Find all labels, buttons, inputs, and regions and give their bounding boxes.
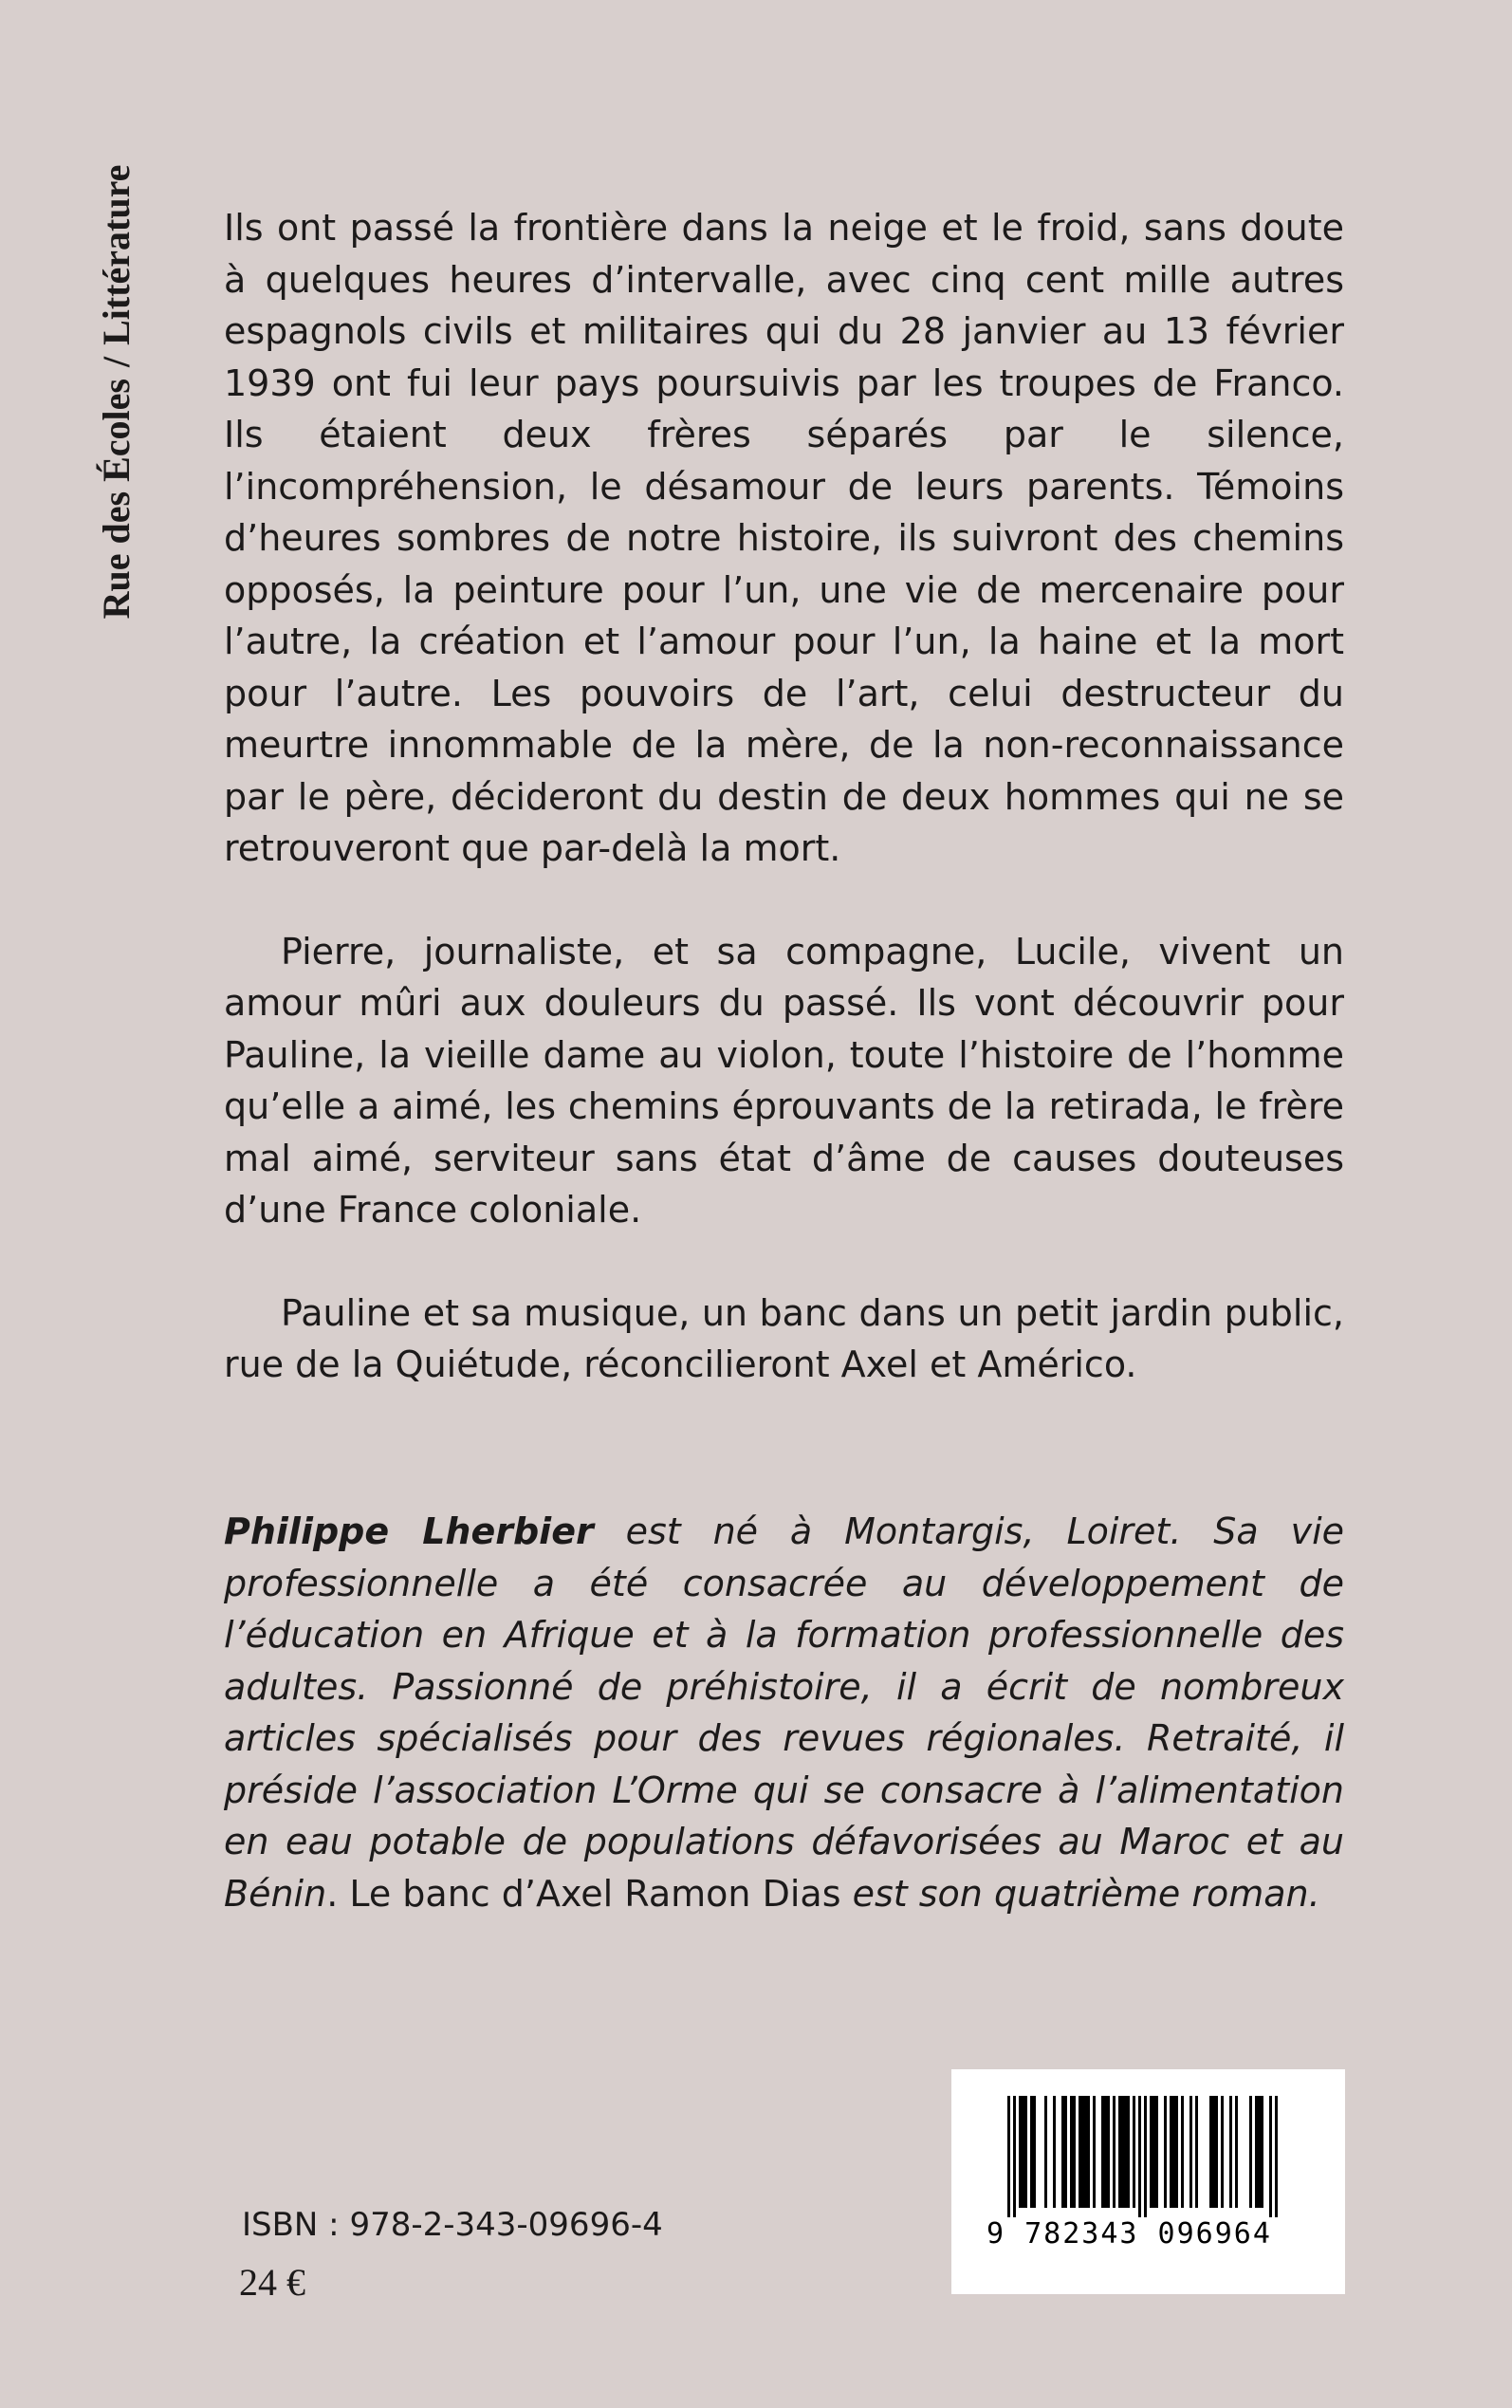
summary-paragraph-2: Pierre, journaliste, et sa compagne, Lucile, vivent un amour mûri aux douleurs du passé. Ils vont découvrir pour Pauline, la vieille dame au violon, toute l’histoire de l’homme qu’elle a aimé, les chemins éprouvants de la retirada, le frère mal aimé, serviteur sans état d’âme de causes douteuses d’une France coloniale. — [224, 930, 1344, 1231]
summary-paragraph-1: Ils ont passé la frontière dans la neige et le froid, sans doute à quelques heures d’intervalle, avec cinq cent mille autres espagnols civils et militaires qui du 28 janvier au 13 février 1939 ont fui leur pays poursuivis par les troupes de Franco. Ils étaient deux frères séparés par le silence, l’incompréhension, le désamour de leurs parents. Témoins d’heures sombres de notre histoire, ils suivront des chemins opposés, la peinture pour l’un, une vie de mercenaire pour l’autre, la création et l’amour pour l’un, la haine et la mort pour l’autre. Les pouvoirs de l’art, celui destructeur du meurtre innommable de la mère, de la non-reconnaissance par le père, décideront du destin de deux hommes qui ne se retrouveront que par-delà la mort. — [224, 207, 1344, 869]
barcode-bar — [1261, 2096, 1263, 2208]
author-bio — [224, 1506, 1344, 1919]
spine-title — [93, 112, 140, 672]
barcode-bar — [1175, 2096, 1178, 2208]
barcode-bar — [1101, 2096, 1104, 2208]
barcode-bar — [1073, 2096, 1076, 2208]
barcode-bar — [1044, 2096, 1047, 2208]
barcode-bar — [1258, 2096, 1261, 2208]
barcode-bar — [1215, 2096, 1218, 2208]
barcode-bar — [1118, 2096, 1121, 2208]
barcode-bar — [1255, 2096, 1258, 2208]
barcode-bar — [1133, 2096, 1135, 2208]
barcode-bar — [1064, 2096, 1067, 2208]
barcode-bar — [1033, 2096, 1036, 2208]
price: 24 € — [239, 2261, 305, 2304]
barcode-bar — [1189, 2096, 1192, 2208]
barcode-bar — [1229, 2096, 1232, 2208]
series-name: Rue des Écoles — [95, 379, 138, 620]
barcode-bar — [1144, 2096, 1147, 2217]
barcode-bar — [1181, 2096, 1184, 2208]
barcode-bar — [1084, 2096, 1087, 2208]
author-bio-text: est né à Montargis, Loiret. Sa vie professionnelle a été consacrée au développement de l’éducation en Afrique et à la formation professionnelle des adultes. Passionné de préhistoire, il a écrit de nombreux articles spécialisés pour des revues régionales. Retraité, il préside l’association L’Orme qui se consacre à l’alimentation en eau potable de populations défavorisées au Maroc et au Bénin — [224, 1510, 1345, 1915]
category-name: Littérature — [95, 164, 138, 345]
barcode-bar — [1053, 2096, 1056, 2208]
barcode-bar — [1269, 2096, 1272, 2217]
barcode-bar — [1081, 2096, 1084, 2208]
barcode-bar — [1019, 2096, 1022, 2208]
barcode-bar — [1212, 2096, 1215, 2208]
barcode-bar — [1093, 2096, 1096, 2208]
barcode — [951, 2069, 1345, 2294]
barcode-bar — [1121, 2096, 1124, 2208]
barcode-bar — [1013, 2096, 1016, 2217]
book-title-mention: . Le banc d’Axel Ramon Dias — [326, 1872, 841, 1915]
barcode-bar — [1150, 2096, 1152, 2208]
barcode-bar — [1170, 2096, 1172, 2208]
barcode-bar — [1195, 2096, 1198, 2208]
author-name: Philippe Lherbier — [224, 1510, 594, 1552]
barcode-bar — [1172, 2096, 1175, 2208]
barcode-bar — [1087, 2096, 1090, 2208]
barcode-bar — [1022, 2096, 1024, 2208]
barcode-bar — [1221, 2096, 1224, 2208]
barcode-bar — [1209, 2096, 1212, 2208]
barcode-bar — [1124, 2096, 1127, 2208]
barcode-bar — [1138, 2096, 1141, 2217]
summary-paragraph-3: Pauline et sa musique, un banc dans un petit jardin public, rue de la Quiétude, réconcilieront Axel et Américo. — [224, 1291, 1344, 1385]
barcode-bar — [1152, 2096, 1155, 2208]
barcode-bar — [1024, 2096, 1027, 2208]
barcode-bar — [1070, 2096, 1073, 2208]
barcode-bar — [1113, 2096, 1116, 2208]
barcode-bar — [1155, 2096, 1158, 2208]
barcode-bar — [1127, 2096, 1130, 2208]
barcode-bar — [1164, 2096, 1167, 2208]
barcode-bar — [1007, 2096, 1010, 2217]
author-bio-ending: est son quatrième roman. — [840, 1872, 1320, 1915]
barcode-bar — [1235, 2096, 1238, 2208]
isbn: ISBN : 978-2-343-09696-4 — [242, 2206, 663, 2244]
spine-separator: / — [95, 356, 138, 368]
barcode-bar — [1275, 2096, 1278, 2217]
barcode-bar — [1061, 2096, 1064, 2208]
barcode-bar — [1079, 2096, 1081, 2208]
barcode-bar — [1249, 2096, 1252, 2208]
book-summary — [224, 202, 1344, 1391]
barcode-bars — [986, 2096, 1313, 2217]
barcode-digits: 9 782343 096964 — [986, 2217, 1272, 2251]
barcode-bar — [1030, 2096, 1033, 2208]
barcode-bar — [1104, 2096, 1107, 2208]
barcode-bar — [1107, 2096, 1110, 2208]
